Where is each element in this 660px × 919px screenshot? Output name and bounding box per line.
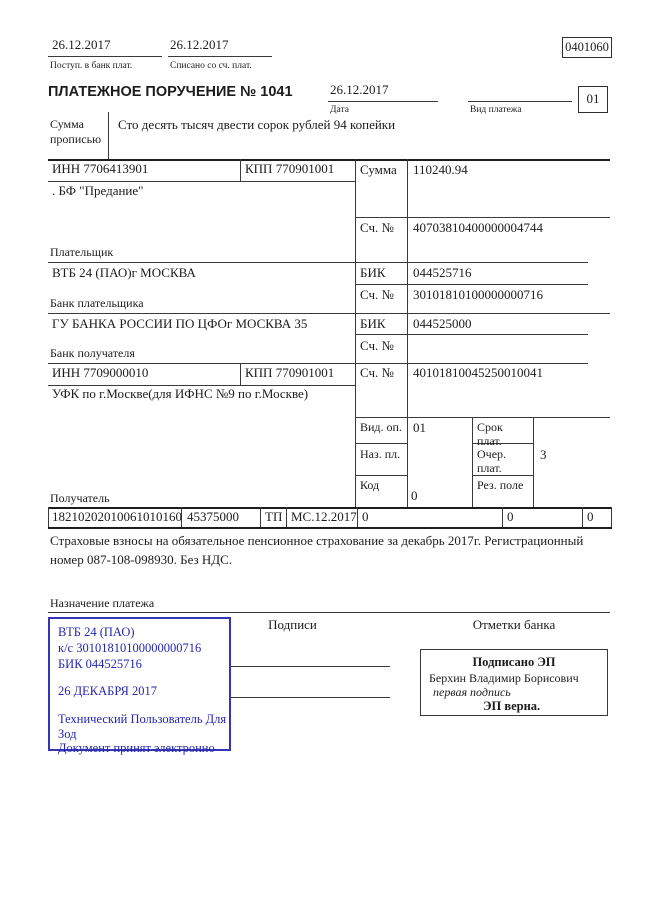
ep-valid-label: ЭП верна.: [483, 699, 541, 713]
payee-kpp: КПП 770901001: [245, 365, 335, 380]
amount-words-divider: [108, 112, 109, 159]
payer-bank-account: 30101810100000000716: [413, 287, 543, 302]
sum-value: 110240.94: [413, 162, 468, 177]
payee-account-label: Сч. №: [360, 365, 394, 380]
table-line: [611, 507, 612, 527]
payer-inn: ИНН 7706413901: [52, 161, 149, 176]
kbk-value: 18210202010061010160: [52, 509, 182, 524]
table-line: [355, 417, 610, 418]
code-value: 0: [411, 488, 418, 503]
stamp-corr-account: к/с 30101810100000000716: [58, 641, 202, 655]
bank-marks-box: [420, 649, 608, 716]
due-label-2: плат.: [477, 434, 502, 448]
payment-kind-label: Вид платежа: [470, 105, 522, 115]
table-line: [48, 181, 355, 182]
payment-basis-value: ТП: [265, 509, 283, 524]
status-code-box: [578, 86, 608, 113]
doc-date-label: Дата: [330, 105, 349, 115]
stamp-user-line2: Зод: [58, 727, 77, 741]
table-line: [355, 443, 407, 444]
date-debited-value: 26.12.2017: [170, 37, 229, 52]
amount-in-words: Сто десять тысяч двести сорок рублей 94 копейки: [118, 117, 396, 132]
amount-words-label-1: Сумма: [50, 117, 84, 131]
table-line: [472, 417, 473, 507]
table-line: [240, 159, 241, 181]
code-label: Код: [360, 478, 380, 492]
stamp-bik: БИК 044525716: [58, 657, 142, 671]
signatures-label: Подписи: [268, 617, 317, 632]
date-received-value: 26.12.2017: [52, 37, 111, 52]
signed-ep-label: Подписано ЭП: [472, 655, 556, 669]
reserve-field-label: Рез. поле: [477, 478, 524, 492]
payer-bank-label: Банк плательщика: [50, 296, 144, 310]
table-line: [48, 363, 588, 364]
payee-bank-bik-label: БИК: [360, 316, 386, 331]
table-line: [533, 417, 534, 507]
payer-label: Плательщик: [50, 245, 114, 259]
payee-account: 40101810045250010041: [413, 365, 543, 380]
table-line: [260, 507, 261, 527]
signature-kind: первая подпись: [433, 685, 511, 699]
payer-bank-bik: 044525716: [413, 265, 472, 280]
priority-label-1: Очер.: [477, 447, 507, 461]
stamp-date: 26 ДЕКАБРЯ 2017: [58, 684, 157, 698]
due-label-1: Срок: [477, 420, 503, 434]
signature-line-1: [231, 666, 390, 667]
doc-date-underline: [328, 101, 438, 102]
document-title: ПЛАТЕЖНОЕ ПОРУЧЕНИЕ № 1041: [48, 84, 293, 100]
pay-type-value: 0: [587, 509, 594, 524]
priority-value: 3: [540, 447, 547, 462]
payer-bank-name: ВТБ 24 (ПАО)г МОСКВА: [52, 265, 196, 280]
doc-date-field-value: 0: [507, 509, 514, 524]
signature-line-2: [231, 697, 390, 698]
doc-date-value: 26.12.2017: [330, 82, 389, 97]
table-line: [355, 159, 356, 507]
payee-inn: ИНН 7709000010: [52, 365, 149, 380]
date-debited-label: Списано со сч. плат.: [170, 61, 252, 71]
payee-bank-account-label: Сч. №: [360, 338, 394, 353]
doc-number-value: 0: [362, 509, 369, 524]
table-line: [48, 262, 588, 263]
amount-words-label-2: прописью: [50, 132, 102, 146]
form-code: 0401060: [565, 40, 609, 54]
payer-bank-account-label: Сч. №: [360, 287, 394, 302]
table-line: [355, 334, 588, 335]
payment-purpose-label: Назначение платежа: [50, 596, 155, 610]
status-code: 01: [586, 91, 600, 106]
stamp-user-line1: Технический Пользователь Для: [58, 712, 227, 726]
form-code-box: [562, 37, 612, 58]
payee-label: Получатель: [50, 491, 110, 505]
payer-kpp: КПП 770901001: [245, 161, 335, 176]
table-line: [582, 507, 583, 527]
date-received-underline: [48, 56, 162, 57]
oktmo-value: 45375000: [187, 509, 239, 524]
table-line: [48, 313, 610, 314]
table-line: [286, 507, 287, 527]
date-debited-underline: [168, 56, 272, 57]
payer-account-label: Сч. №: [360, 220, 394, 235]
purpose-code-label: Наз. пл.: [360, 447, 401, 461]
bank-marks-label: Отметки банка: [472, 617, 556, 632]
table-line: [407, 159, 408, 507]
table-line: [357, 507, 358, 527]
stamp-bank-name: ВТБ 24 (ПАО): [58, 625, 135, 639]
date-received-label: Поступ. в банк плат.: [50, 61, 133, 71]
stamp-accepted: Документ принят электронно: [58, 741, 215, 755]
sum-label: Сумма: [360, 162, 397, 177]
purpose-underline: [48, 612, 610, 613]
payer-bank-bik-label: БИК: [360, 265, 386, 280]
payee-bank-name: ГУ БАНКА РОССИИ ПО ЦФОг МОСКВА 35: [52, 316, 308, 331]
table-line: [355, 217, 610, 218]
signer-name: Берхин Владимир Борисович: [429, 671, 579, 685]
table-line: [355, 475, 407, 476]
payee-bank-label: Банк получателя: [50, 346, 135, 360]
tax-period-value: МС.12.2017: [291, 509, 357, 524]
table-line: [502, 507, 503, 527]
priority-label-2: плат.: [477, 461, 502, 475]
op-type-value: 01: [413, 420, 426, 435]
table-line: [48, 507, 49, 527]
bank-electronic-stamp: [48, 617, 231, 755]
op-type-label: Вид. оп.: [360, 420, 402, 434]
payee-bank-bik: 044525000: [413, 316, 472, 331]
payer-name: . БФ "Предание": [52, 183, 144, 198]
payment-kind-underline: [468, 101, 572, 102]
table-line: [355, 284, 588, 285]
payer-account: 40703810400000004744: [413, 220, 543, 235]
table-line: [240, 363, 241, 385]
table-line: [48, 527, 612, 529]
payee-name: УФК по г.Москве(для ИФНС №9 по г.Москве): [52, 386, 309, 401]
payment-purpose-text: Страховые взносы на обязательное пенсионное страхование за декабрь 2017г. Регистрационный номер 087-108-098930. Без НДС.: [50, 533, 584, 567]
